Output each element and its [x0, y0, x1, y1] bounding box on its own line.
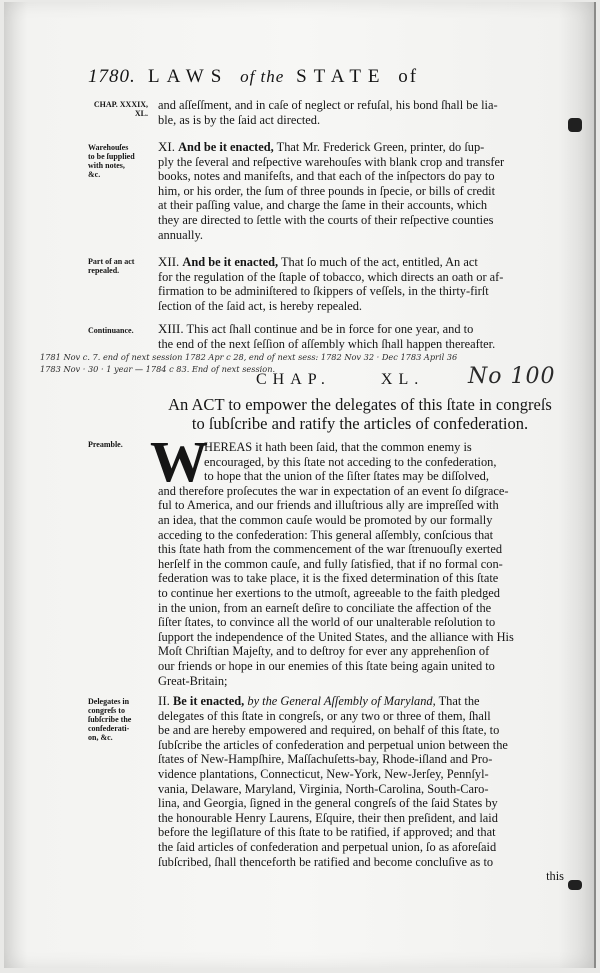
ink-blot — [568, 118, 582, 132]
section-number: XI. — [158, 139, 175, 154]
margin-line: Preamble. — [88, 440, 123, 449]
chapter-number: XL. — [380, 371, 425, 388]
ink-blot — [568, 880, 582, 890]
text-line — [158, 322, 564, 337]
text-line: and aſſeſſment, and in caſe of neglect or refuſal, his bond ſhall be lia- — [158, 98, 498, 112]
text-line: acceding to the confederation: This general aſſembly, conſcious that — [158, 527, 494, 542]
text-line: vania, Delaware, Maryland, Virginia, North-Carolina, South-Caro- — [158, 781, 489, 796]
text-line: encouraged, by this ſtate not acceding to the confederation, — [204, 454, 497, 469]
chap-ref — [86, 100, 148, 118]
catchword: this — [546, 869, 564, 884]
text-line — [158, 694, 564, 709]
margin-note-repealed — [88, 257, 154, 275]
text-line: at their paſſing value, and charge the ſame in their accounts, which — [158, 198, 488, 213]
section-number: II. — [158, 693, 170, 708]
margin-line: on, &c. — [88, 733, 113, 742]
text-line: ſtates of New-Hampſhire, Maſſachuſetts-bay, Rhode-iſland and Pro- — [158, 752, 493, 767]
text-line: before the legiſlature of this ſtate to be ratified, if approved; and that — [158, 825, 496, 840]
text-line: Moſt Chriſtian Majeſty, and to deſtroy for ever any apprehenſion of — [158, 644, 490, 659]
margin-line: Warehouſes — [88, 143, 129, 152]
running-header — [88, 66, 568, 96]
margin-line: congreſs to — [88, 706, 125, 715]
act-title-line: to ſubſcribe and ratify the articles of confederation. — [191, 414, 529, 433]
text-line: federation was to take place, it is the fixed determination of this ſtate — [158, 571, 499, 586]
text-line: herſelf in the common cauſe, and fully ſatisfied, that if no formal con- — [158, 556, 503, 571]
chap-ref-text: CHAP. XXXIX, XL. — [93, 100, 148, 118]
text-line: the honourable Henry Laurens, Eſquire, their then preſident, and laid — [158, 810, 498, 825]
section-lead-italic: by the General Aſſembly of Maryland, — [247, 694, 436, 708]
text-line: our friends or hope in our enemies of this ſtate being again united to — [158, 658, 495, 673]
header-of: of — [398, 66, 419, 87]
margin-line: Delegates in — [88, 697, 130, 706]
text-line: ſubſcribe the articles of confederation and perpetual union between the — [158, 737, 508, 752]
text-line — [158, 255, 564, 270]
text-line: to hope that the union of the ſiſter ſtates may be diſſolved, — [204, 469, 489, 484]
text-line: they are directed to ſettle with the courts of their reſpective counties — [158, 212, 494, 227]
text-line: ſubſcribed, ſhall thenceforth be ratified and become concluſive as to — [158, 854, 494, 869]
section-lead: And be it enacted, — [182, 255, 279, 269]
text-line: ply the ſeveral and reſpective warehouſes with blank crop and transfer — [158, 154, 505, 169]
text-line: ſection of the ſaid act, is hereby repealed. — [158, 298, 363, 313]
text-line: ble, as is by the ſaid act directed. — [158, 112, 321, 127]
text-line: lina, and Georgia, ſigned in the general congreſs of the ſaid States by — [158, 796, 498, 811]
margin-note-preamble — [88, 440, 154, 449]
text-line: ſupport the independence of the United States, and the alliance with His — [158, 629, 514, 644]
continued-text — [158, 98, 564, 127]
text-line: an idea, that the common cauſe would be promoted by our formally — [158, 512, 493, 527]
text-line-part: This act ſhall continue and be in force for one year, and to — [186, 322, 474, 336]
handwritten-stamp: No 100 — [468, 364, 556, 389]
margin-note-warehouses — [88, 143, 154, 179]
margin-line: ſubſcribe the — [88, 715, 132, 724]
text-line: books, notes and manifeſts, and that each of the inſpectors do pay to — [158, 169, 495, 184]
text-line: ſiſter ſtates, to convince all the world of our unalterable reſolution to — [158, 615, 496, 630]
text-line: Great-Britain; — [158, 673, 228, 688]
margin-line: &c. — [88, 170, 101, 179]
text-line: firmation to be adminiſtered to ſkippers of veſſels, in the thirty-firſt — [158, 284, 489, 299]
act-title — [150, 395, 570, 433]
text-line: HEREAS it hath been ſaid, that the common enemy is — [204, 440, 472, 454]
text-line: for the regulation of the ſtaple of tobacco, which directs an oath or af- — [158, 269, 504, 284]
margin-line: confederati- — [88, 724, 130, 733]
section-xii — [158, 255, 564, 313]
preamble-text — [158, 440, 564, 688]
section-lead: Be it enacted, — [173, 694, 245, 708]
act-title-line: An ACT to empower the delegates of this ſtate in congreſs — [168, 395, 552, 414]
header-year: 1780. — [88, 66, 136, 87]
margin-line: repealed. — [88, 266, 120, 275]
margin-line: to be ſupplied — [88, 152, 135, 161]
handwritten-note: 1781 Nov c. 7. end of next session 1782 Apr c 28, end of next sess: 1782 Nov 32 · Dec 1783 April 36 — [40, 352, 458, 362]
margin-line: with notes, — [88, 161, 125, 170]
margin-line: Continuance. — [88, 326, 134, 335]
text-line: this ſtate hath from the commencement of the war ſtrenuouſly exerted — [158, 542, 503, 557]
handwritten-note: 1783 Nov · 30 · 1 year — 1784 c 83. End of next session. — [40, 364, 276, 374]
margin-line: Part of an act — [88, 257, 135, 266]
section-ii — [158, 694, 564, 884]
text-line-part: That ſo much of the act, entitled, An act — [280, 255, 478, 269]
text-line: him, or his order, the ſum of three pounds in ſpecie, or bills of credit — [158, 183, 496, 198]
text-line — [158, 140, 564, 155]
header-state: STATE — [296, 66, 387, 87]
text-line: ful to America, and our friends and illuſtrious ally are impreſſed with — [158, 498, 499, 513]
drop-cap: W — [150, 429, 208, 494]
section-xi — [158, 140, 564, 242]
text-line: to continue her exertions to the utmoſt, agreeable to the faith pledged — [158, 585, 501, 600]
chapter-label: CHAP. — [256, 371, 331, 388]
text-line: annually. — [158, 227, 203, 242]
text-line: in the union, from an earneſt deſire to conciliate the affection of the — [158, 600, 492, 615]
margin-note-continuance — [88, 326, 154, 335]
text-line: vidence plantations, Connecticut, New-York, New-Jerſey, Pennſyl- — [158, 766, 489, 781]
text-line-part: That Mr. Frederick Green, printer, do ſup- — [276, 140, 485, 154]
header-of-the: of the — [240, 67, 285, 86]
text-line: be and are hereby empowered and required, on behalf of this ſtate, to — [158, 723, 500, 738]
text-line: delegates of this ſtate in congreſs, or any two or three of them, ſhall — [158, 708, 491, 723]
section-lead: And be it enacted, — [178, 140, 274, 154]
section-number: XIII. — [158, 321, 184, 336]
text-line-part: That the — [438, 694, 480, 708]
section-number: XII. — [158, 254, 180, 269]
header-laws: LAWS — [148, 66, 229, 87]
text-line: and therefore proſecutes the war in expectation of an event ſo diſgrace- — [158, 483, 509, 498]
margin-note-delegates — [88, 697, 154, 742]
section-xiii — [158, 322, 564, 351]
header-title — [148, 66, 418, 88]
text-line: the ſaid articles of confederation and perpetual union, ſo as aforeſaid — [158, 839, 497, 854]
text-line: the end of the next ſeſſion of aſſembly which ſhall happen thereafter. — [158, 336, 496, 351]
